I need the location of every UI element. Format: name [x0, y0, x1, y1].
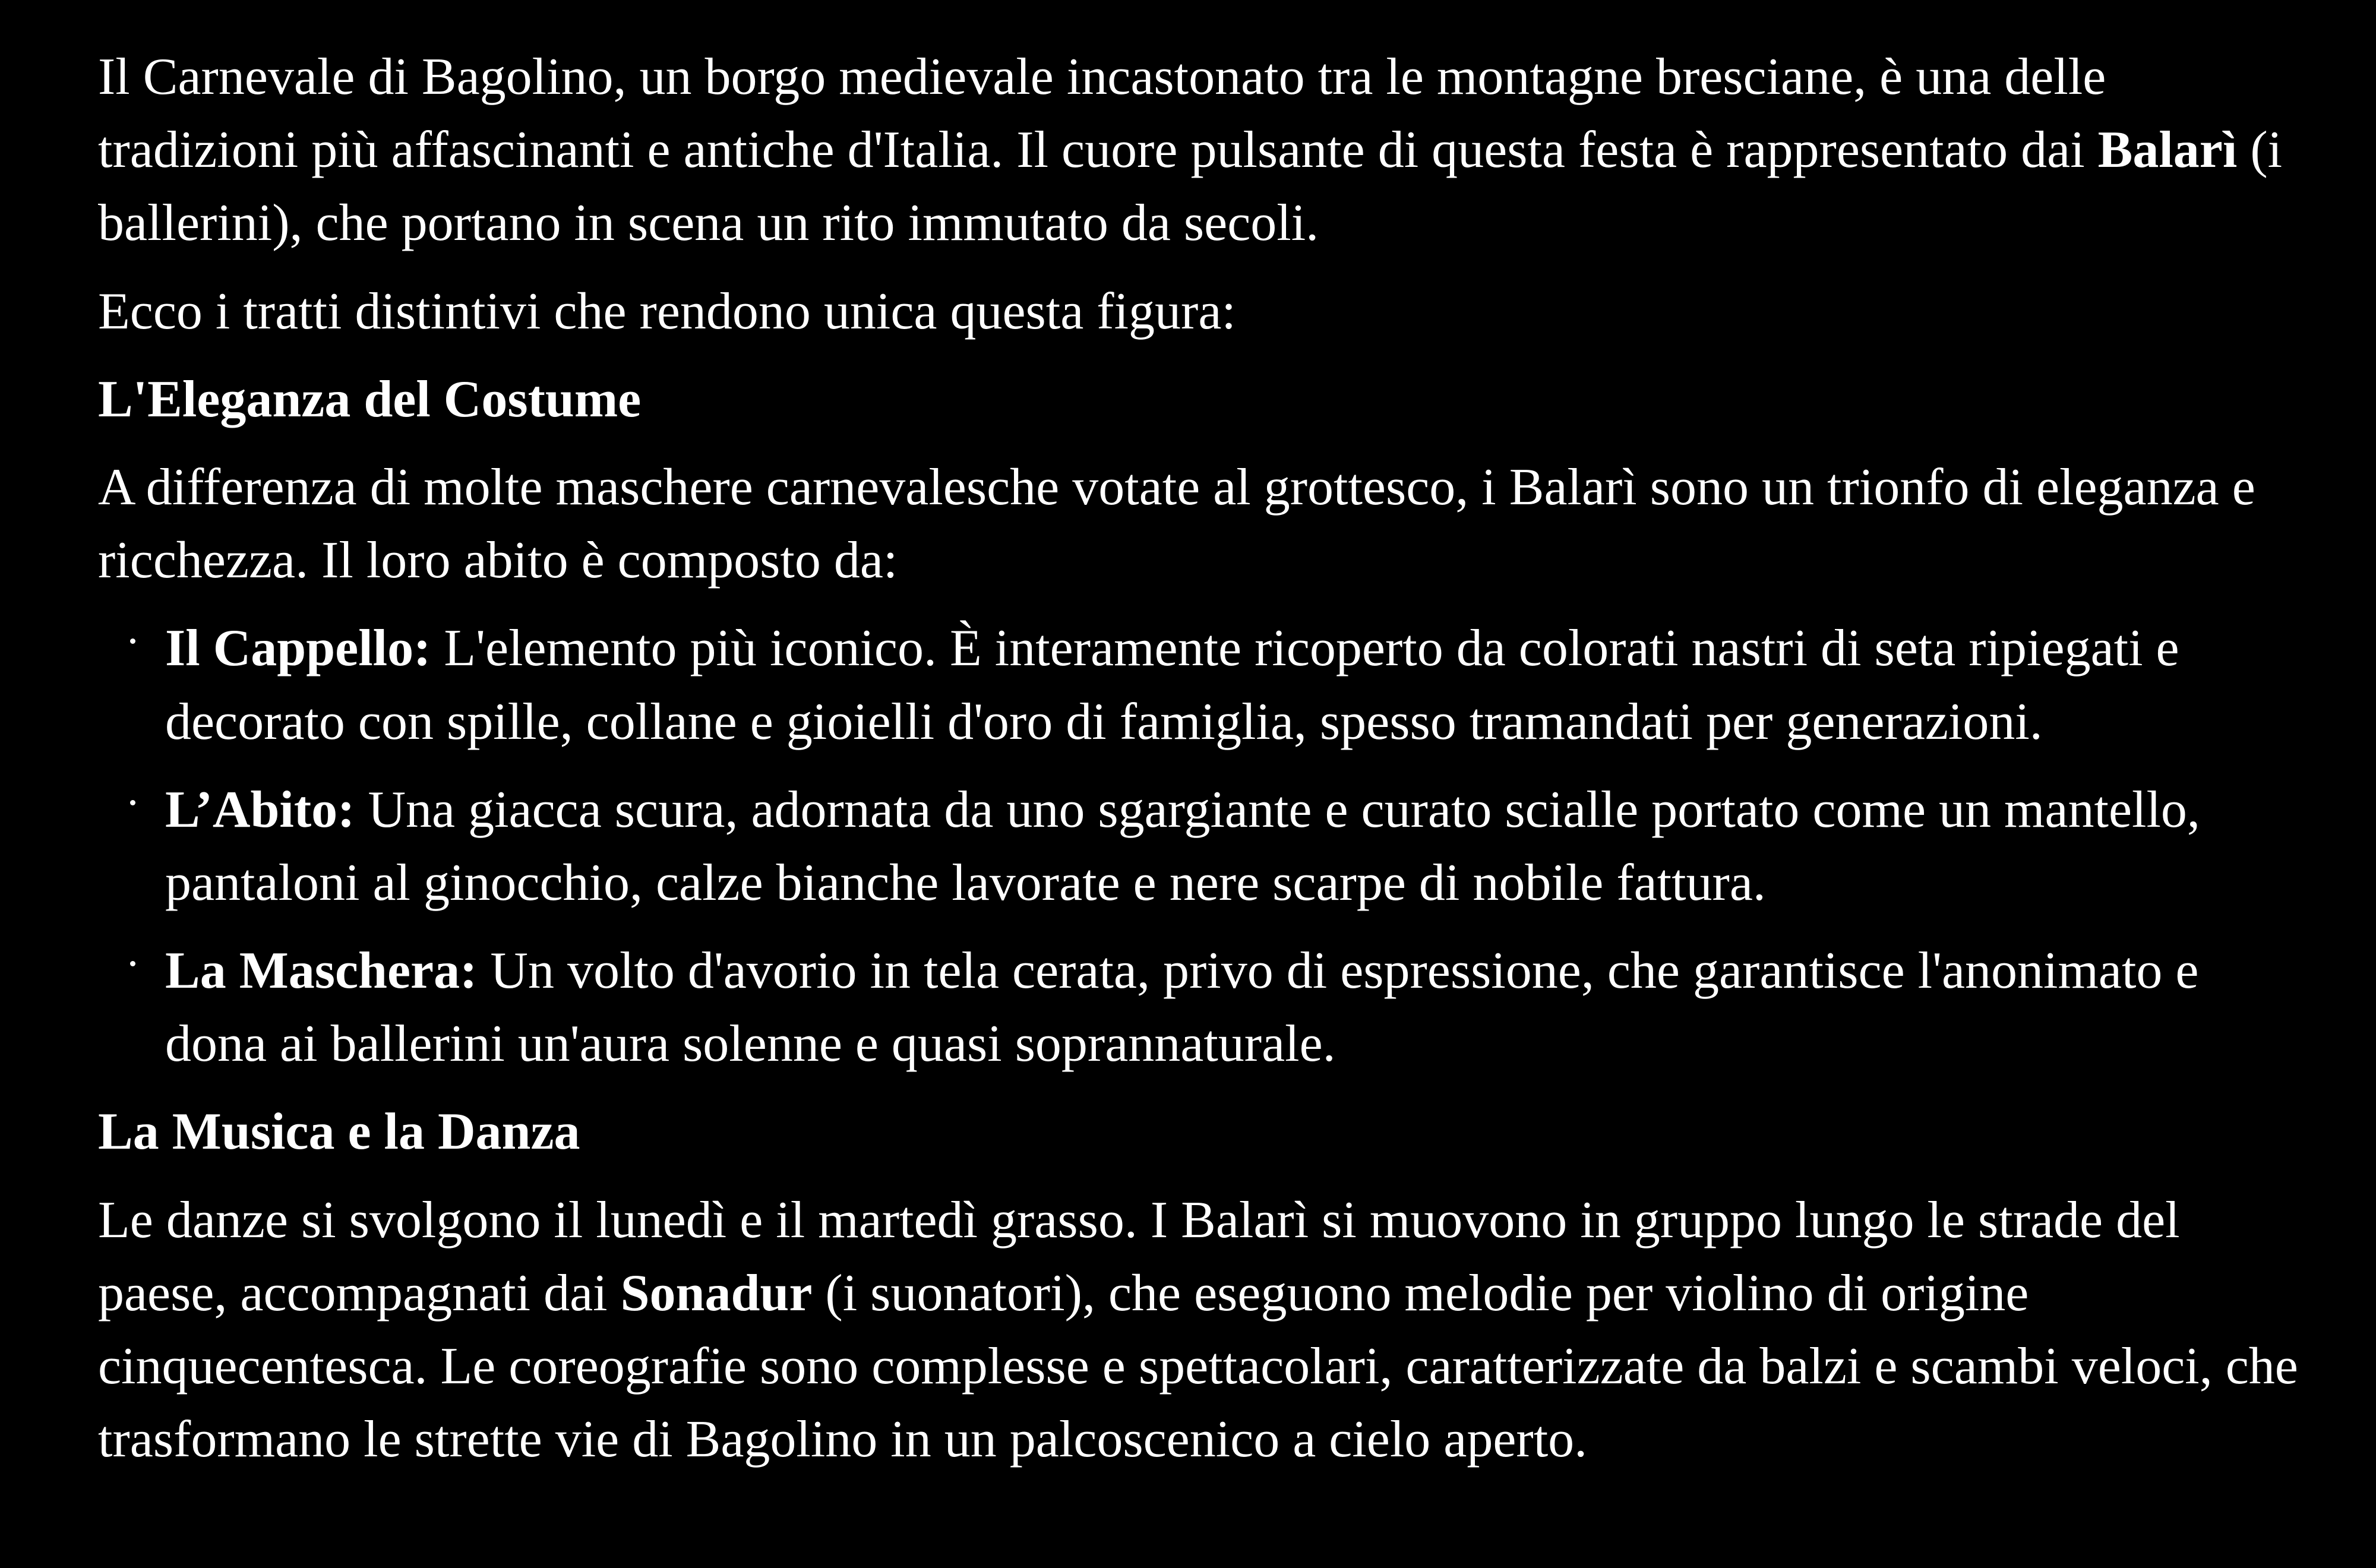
costume-list [98, 612, 2308, 1080]
music-text-end: (i suonatori), che eseguono melodie per violino di origine cinquecentesca. Le coreografie sono complesse e spettacolari, caratterizzate da balzi e scambi veloci, che trasformano le strette vie di Bagolino in un palcoscenico a cielo aperto. [98, 1264, 2298, 1469]
music-paragraph [98, 1184, 2308, 1477]
list-item-text: Una giacca scura, adornata da uno sgargiante e curato scialle portato come un mantello, pantaloni al ginocchio, calze bianche lavorate e nere scarpe di nobile fattura. [165, 780, 2200, 912]
intro-paragraph [98, 40, 2308, 260]
lead-paragraph: Ecco i tratti distintivi che rendono unica questa figura: [98, 282, 1236, 340]
list-item-term: La Maschera: [165, 942, 478, 1000]
bullet-icon [130, 961, 135, 966]
music-text-start: Le danze si svolgono il lunedì e il martedì grasso. I Balarì si muovono in gruppo lungo le strade del paese, accompagnati dai [98, 1191, 2180, 1322]
list-item-text: L'elemento più iconico. È interamente ricoperto da colorati nastri di seta ripiegati e decorato con spille, collane e gioielli d'oro di famiglia, spesso tramandati per generazioni. [165, 619, 2179, 751]
bullet-icon [130, 800, 135, 805]
list-item-text: Un volto d'avorio in tela cerata, privo di espressione, che garantisce l'anonimato e dona ai ballerini un'aura solenne e quasi soprannaturale. [165, 942, 2199, 1073]
section-heading-costume: L'Eleganza del Costume [98, 370, 642, 428]
list-item-term: Il Cappello: [165, 619, 431, 678]
intro-text-start: Il Carnevale di Bagolino, un borgo medievale incastonato tra le montagne bresciane, è una delle tradizioni più affascinanti e antiche d'Italia. Il cuore pulsante di questa festa è rappresentato dai [98, 48, 2106, 179]
document-body [98, 40, 2308, 1491]
intro-text-end: (i ballerini), che portano in scena un rito immutato da secoli. [98, 121, 2283, 252]
list-item [98, 934, 2308, 1080]
list-item-term: L’Abito: [165, 780, 355, 839]
section-heading-music: La Musica e la Danza [98, 1103, 580, 1161]
bullet-icon [130, 638, 135, 644]
costume-paragraph: A differenza di molte maschere carnevalesche votate al grottesco, i Balarì sono un trionfo di eleganza e ricchezza. Il loro abito è composto da: [98, 458, 2255, 590]
list-item [98, 773, 2308, 919]
music-bold-term: Sonadur [620, 1264, 813, 1322]
intro-bold-term: Balarì [2097, 121, 2238, 179]
list-item [98, 612, 2308, 758]
